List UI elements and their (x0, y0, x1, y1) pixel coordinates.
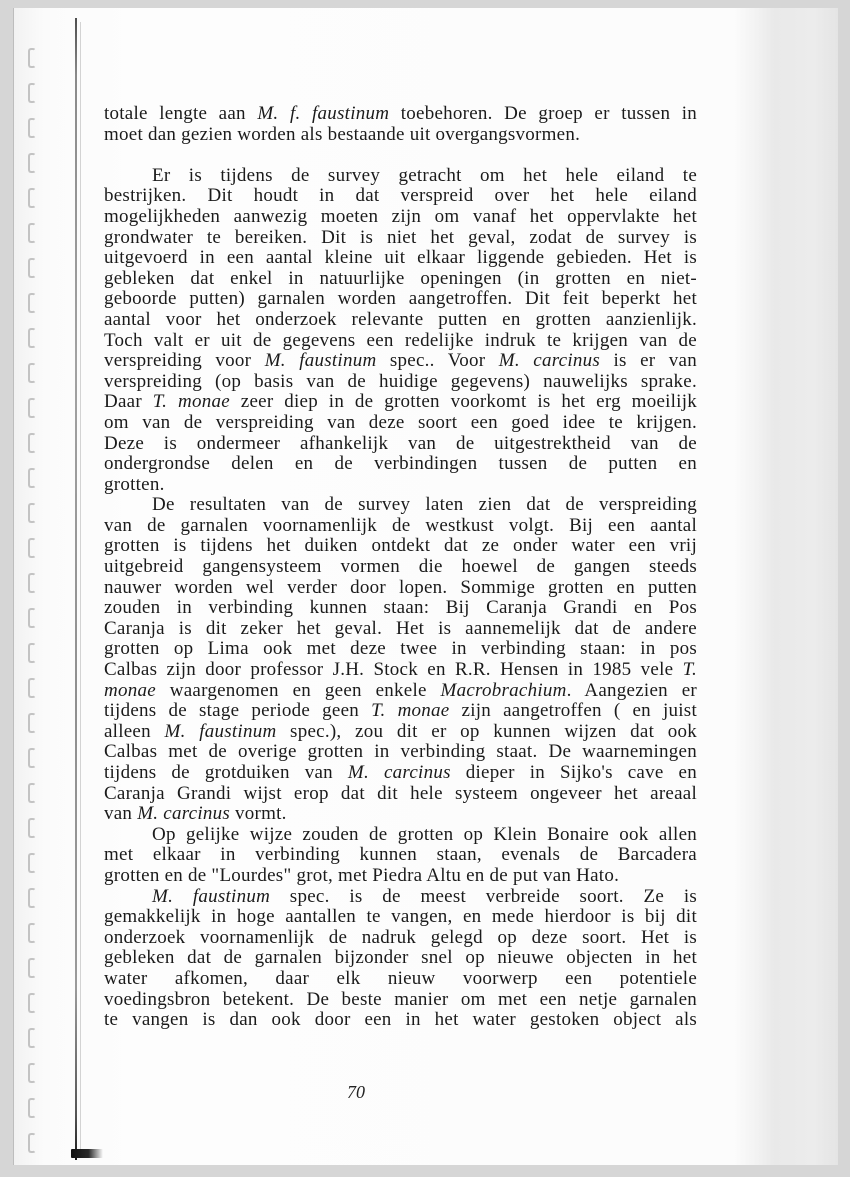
text-run: Toch valt er uit de gegevens een redelijke indruk te krijgen van de (104, 329, 697, 351)
text-run: vormt. (230, 803, 287, 825)
binding-ring (28, 328, 36, 348)
binding-ring (28, 1028, 36, 1048)
text-run: voedingsbron betekent. De beste manier om met een netje garnalen (104, 988, 697, 1010)
text-run: van (104, 803, 138, 825)
text-run: mogelijkheden aanwezig moeten zijn om vanaf het oppervlakte het (104, 205, 697, 227)
text-line (104, 269, 697, 290)
text-run: grotten en de "Lourdes" grot, met Piedra Altu en de put van Hato. (104, 864, 620, 886)
text-line (104, 619, 697, 640)
binding-spine-shadow (75, 18, 77, 1160)
binding-ring (28, 678, 36, 698)
binding-ring (28, 958, 36, 978)
text-run: grondwater te bereiken. Dit is niet het geval, zodat de survey is (104, 226, 697, 248)
text-run: De resultaten van de survey laten zien dat de verspreiding (152, 494, 697, 516)
text-run: uitgevoerd in een aantal kleine uit elkaar liggende gebieden. Het is (104, 247, 697, 269)
italic-taxon-name: M. f. faustinum (257, 103, 390, 124)
page-number: 70 (347, 1082, 365, 1102)
binding-ring (28, 818, 36, 838)
binding-ring (28, 398, 36, 418)
text-run: Caranja Grandi wijst erop dat dit hele systeem ongeveer het areaal (104, 782, 697, 804)
binding-ring (28, 363, 36, 383)
paragraph (104, 825, 697, 887)
italic-taxon-name: M. faustinum (152, 885, 271, 907)
text-line (104, 228, 697, 249)
comb-binding (0, 0, 60, 1177)
text-line (104, 331, 697, 352)
italic-taxon-name: M. faustinum (164, 720, 277, 742)
binding-ring (28, 188, 36, 208)
text-run: alleen (104, 720, 165, 742)
text-run: uitgebreid gangensysteem vormen die hoewel de gangen steeds (104, 556, 697, 578)
text-line (104, 536, 697, 557)
text-run: Daar (104, 391, 153, 413)
text-line (104, 289, 697, 310)
text-run: Calbas zijn door professor J.H. Stock en R.R. Hensen in 1985 vele (104, 659, 683, 681)
text-line (104, 845, 697, 866)
text-line (104, 372, 697, 393)
text-line (104, 351, 697, 372)
text-run: grotten. (104, 473, 165, 495)
binding-ring (28, 1063, 36, 1083)
text-line (104, 928, 697, 949)
text-line (104, 639, 697, 660)
text-line (104, 722, 697, 743)
text-run: tijdens de grotduiken van (104, 762, 348, 783)
text-run: tijdens de stage periode geen (104, 700, 372, 722)
text-run: Calbas met de overige grotten in verbinding staat. De waarnemingen (104, 741, 697, 763)
text-run: aantal voor het onderzoek relevante putten en grotten aanzienlijk. (104, 308, 697, 330)
text-run: spec. is de meest verbreide soort. Ze is (270, 885, 697, 907)
italic-taxon-name: T. monae (371, 700, 450, 722)
binding-ring (28, 923, 36, 943)
text-run: . Aangezien er (566, 679, 697, 701)
text-line (104, 784, 697, 805)
binding-ring (28, 1098, 36, 1118)
text-run: spec.. Voor (376, 350, 499, 372)
italic-taxon-name: Macrobrachium (440, 679, 567, 701)
text-run: geboorde putten) garnalen worden aangetroffen. Dit feit beperkt het (104, 288, 697, 310)
text-line (104, 660, 697, 681)
text-line (104, 907, 697, 928)
text-line (104, 557, 697, 578)
binding-ring (28, 153, 36, 173)
italic-taxon-name: M. carcinus (498, 350, 601, 372)
text-run: water afkomen, daar elk nieuw voorwerp een potentiele (104, 967, 697, 989)
text-line (104, 1010, 697, 1031)
binding-corner-shadow (71, 1149, 103, 1158)
text-line (104, 742, 697, 763)
text-run: waargenomen en geen enkele (155, 679, 441, 701)
text-line (104, 701, 697, 722)
text-run: te vangen is dan ook door een in het water gestoken object als (104, 1009, 697, 1031)
binding-ring (28, 538, 36, 558)
text-run: toebehoren. De groep er tussen in (389, 103, 698, 124)
italic-taxon-name: M. carcinus (347, 762, 451, 783)
text-line (104, 186, 697, 207)
binding-ring (28, 1133, 36, 1153)
paragraph (104, 887, 697, 1031)
text-line (104, 125, 697, 146)
text-run: met elkaar in verbinding kunnen staan, evenals de Barcadera (104, 844, 697, 866)
text-line (104, 990, 697, 1011)
binding-ring (28, 573, 36, 593)
text-line (104, 804, 697, 825)
text-run: gebleken dat de garnalen bijzonder snel op nieuwe objecten in het (104, 947, 697, 969)
paragraph (104, 495, 697, 825)
binding-ring (28, 608, 36, 628)
text-line (104, 166, 697, 187)
text-run: Op gelijke wijze zouden de grotten op Klein Bonaire ook allen (152, 823, 697, 845)
body-text (104, 104, 697, 1031)
text-run: zeer diep in de grotten voorkomt is het erg moeilijk (229, 391, 697, 413)
binding-spine-highlight (80, 22, 81, 1152)
binding-ring (28, 83, 36, 103)
binding-ring (28, 783, 36, 803)
text-run: gemakkelijk in hoge aantallen te vangen, en mede hierdoor is bij dit (104, 906, 697, 928)
text-line (104, 392, 697, 413)
italic-taxon-name: M. faustinum (264, 350, 377, 372)
paragraph (104, 104, 697, 145)
binding-ring (28, 433, 36, 453)
binding-ring (28, 853, 36, 873)
text-line (104, 104, 697, 125)
text-run: grotten op Lima ook met deze twee in verbinding staan: in pos (104, 638, 697, 660)
italic-taxon-name: monae (104, 679, 156, 701)
text-run: verspreiding voor (104, 350, 265, 372)
text-run: verspreiding (op basis van de huidige gegevens) nauwelijks sprake. (104, 370, 697, 392)
text-line (104, 598, 697, 619)
text-run: moet dan gezien worden als bestaande uit overgangsvormen. (104, 123, 581, 145)
italic-taxon-name: T. monae (152, 391, 230, 413)
text-run: dieper in Sijko's cave en (450, 762, 697, 783)
text-line (104, 948, 697, 969)
text-line (104, 248, 697, 269)
text-run: Deze is ondermeer afhankelijk van de uitgestrektheid van de (104, 432, 697, 454)
text-line (104, 763, 697, 784)
binding-ring (28, 293, 36, 313)
binding-ring (28, 118, 36, 138)
text-run: bestrijken. Dit houdt in dat verspreid over het hele eiland (104, 185, 697, 207)
text-line (104, 475, 697, 496)
text-line (104, 207, 697, 228)
text-line (104, 578, 697, 599)
text-line (104, 887, 697, 908)
text-run: gebleken dat enkel in natuurlijke openingen (in grotten en niet- (104, 267, 697, 289)
italic-taxon-name: M. carcinus (137, 803, 230, 825)
text-run: grotten is tijdens het duiken ontdekt dat ze onder water een vrij (104, 535, 697, 557)
binding-ring (28, 748, 36, 768)
text-line (104, 516, 697, 537)
text-run: is er van (600, 350, 697, 372)
text-line (104, 413, 697, 434)
binding-ring (28, 713, 36, 733)
text-line (104, 825, 697, 846)
text-run: Er is tijdens de survey getracht om het hele eiland te (152, 164, 697, 186)
binding-ring (28, 888, 36, 908)
binding-ring (28, 258, 36, 278)
text-run: nauwer worden wel verder door lopen. Sommige grotten en putten (104, 576, 697, 598)
text-line (104, 969, 697, 990)
binding-ring (28, 48, 36, 68)
binding-ring (28, 468, 36, 488)
text-run: om van de verspreiding van deze soort een goed idee te krijgen. (104, 411, 697, 433)
text-line (104, 434, 697, 455)
text-line (104, 681, 697, 702)
text-run: onderzoek voornamenlijk de nadruk gelegd op deze soort. Het is (104, 926, 697, 948)
text-run: van de garnalen voornamenlijk de westkust volgt. Bij een aantal (104, 514, 697, 536)
binding-ring (28, 643, 36, 663)
text-run: zouden in verbinding kunnen staan: Bij Caranja Grandi en Pos (104, 597, 697, 619)
text-line (104, 495, 697, 516)
italic-taxon-name: T. (682, 659, 697, 681)
paragraph (104, 166, 697, 496)
text-line (104, 866, 697, 887)
binding-ring (28, 223, 36, 243)
text-run: Caranja is dit zeker het geval. Het is aannemelijk dat de andere (104, 617, 697, 639)
text-run: spec.), zou dit er op kunnen wijzen dat ook (276, 720, 698, 742)
text-line (104, 310, 697, 331)
text-run: totale lengte aan (104, 103, 258, 124)
text-line (104, 454, 697, 475)
binding-ring (28, 503, 36, 523)
binding-ring (28, 993, 36, 1013)
text-run: ondergrondse delen en de verbindingen tussen de putten en (104, 453, 697, 475)
text-run: zijn aangetroffen ( en juist (449, 700, 697, 722)
